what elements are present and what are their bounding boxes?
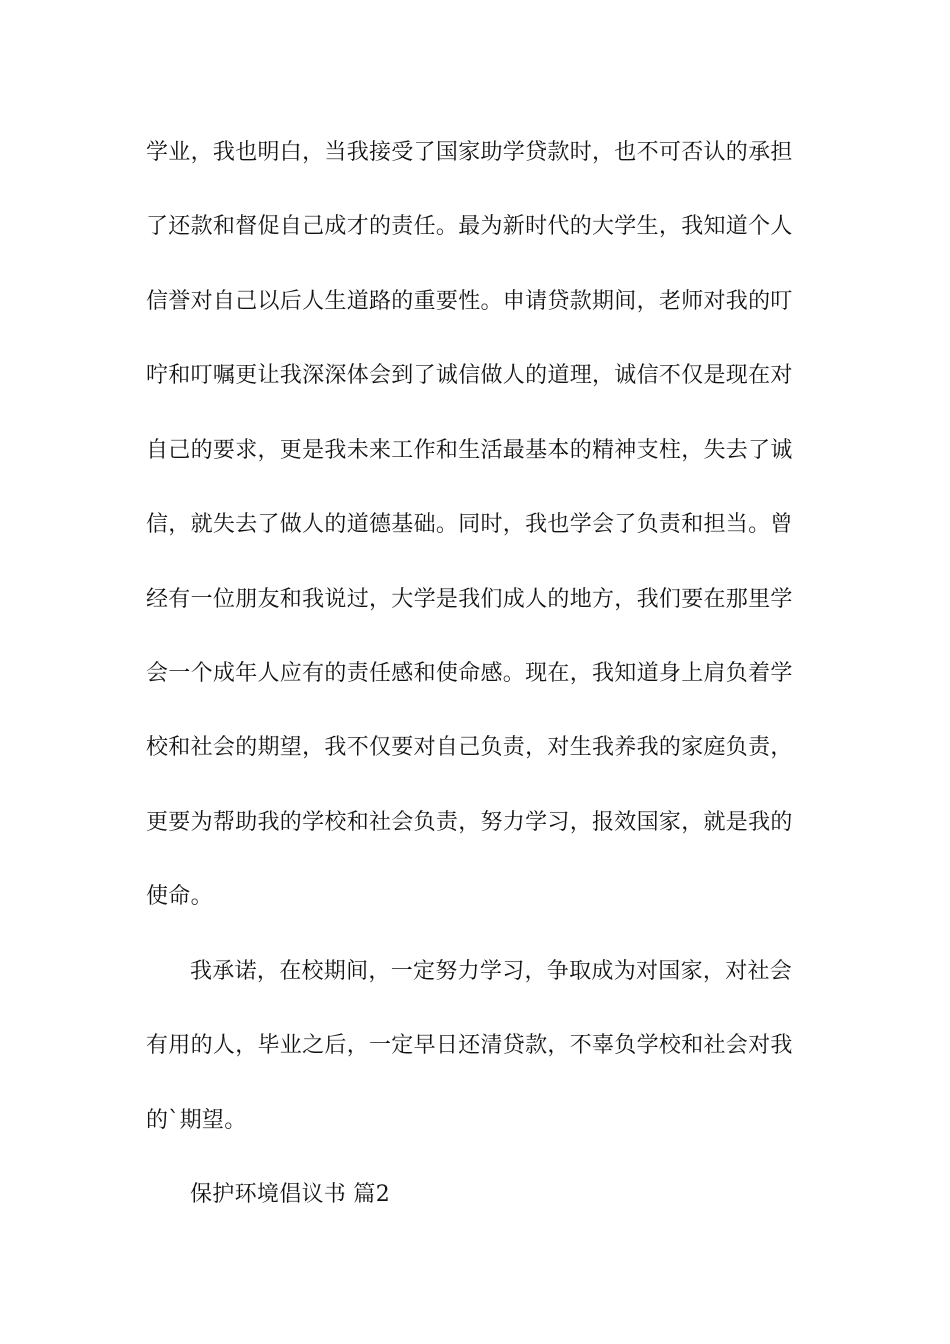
paragraph-line: 使命。	[146, 884, 213, 909]
paragraph-line: 会一个成年人应有的责任感和使命感。现在，我知道身上肩负着学	[146, 661, 793, 686]
paragraph-line: 咛和叮嘱更让我深深体会到了诚信做人的道理，诚信不仅是现在对	[146, 363, 793, 388]
paragraph-line: 更要为帮助我的学校和社会负责，努力学习，报效国家，就是我的	[146, 810, 793, 835]
section-heading: 保护环境倡议书 篇2	[190, 1182, 390, 1207]
paragraph-line: 有用的人，毕业之后，一定早日还清贷款，不辜负学校和社会对我	[146, 1033, 793, 1058]
paragraph-line: 我承诺，在校期间，一定努力学习，争取成为对国家，对社会	[190, 959, 793, 984]
paragraph-line: 自己的要求，更是我未来工作和生活最基本的精神支柱，失去了诚	[146, 438, 793, 463]
paragraph-line: 的`期望。	[146, 1108, 247, 1133]
paragraph-line: 校和社会的期望，我不仅要对自己负责，对生我养我的家庭负责，	[146, 735, 793, 760]
paragraph-line: 信誉对自己以后人生道路的重要性。申请贷款期间，老师对我的叮	[146, 289, 793, 314]
paragraph-line: 经有一位朋友和我说过，大学是我们成人的地方，我们要在那里学	[146, 587, 793, 612]
paragraph-line: 信，就失去了做人的道德基础。同时，我也学会了负责和担当。曾	[146, 512, 793, 537]
paragraph-line: 了还款和督促自己成才的责任。最为新时代的大学生，我知道个人	[146, 214, 793, 239]
paragraph-line: 学业，我也明白，当我接受了国家助学贷款时，也不可否认的承担	[146, 140, 793, 165]
